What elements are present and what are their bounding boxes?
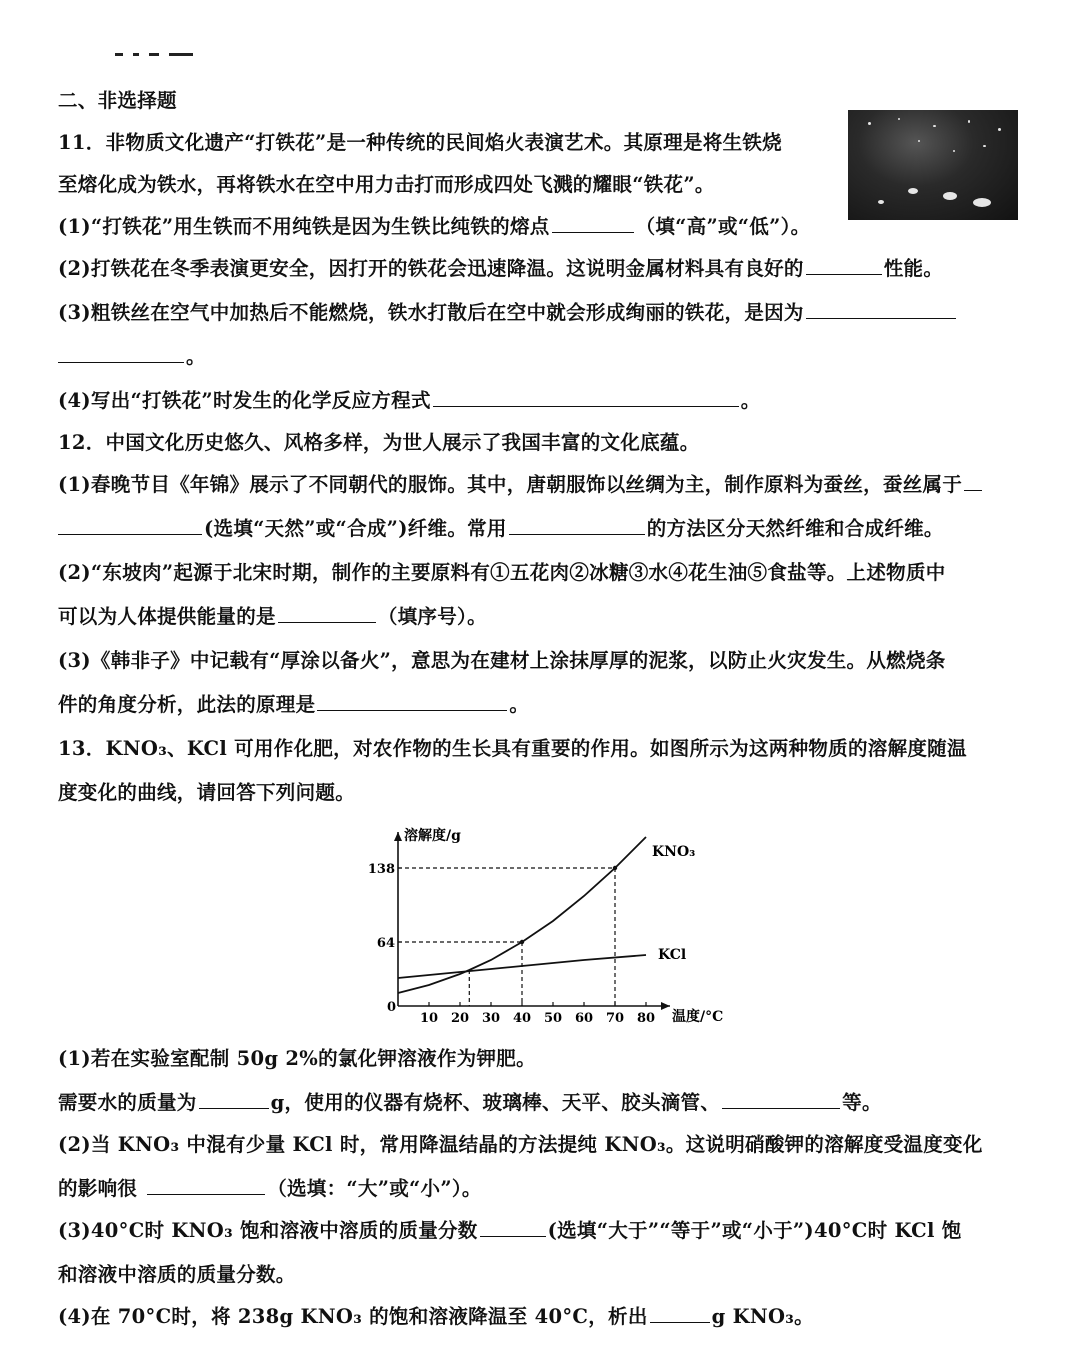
- answer-blank[interactable]: [433, 388, 739, 407]
- q11-part3: (3)粗铁丝在空气中加热后不能燃烧，铁水打散后在空中就会形成绚丽的铁花，是因为: [58, 300, 958, 326]
- x-tick-label: 10: [419, 1011, 439, 1026]
- q12-part1: (1)春晚节目《年锦》展示了不同朝代的服饰。其中，唐朝服饰以丝绸为主，制作原料为蚕丝，蚕丝属于: [58, 472, 984, 498]
- iron-flower-photo: [848, 110, 1018, 220]
- q12-part2: (2)“东坡肉”起源于北宋时期，制作的主要原料有①五花肉②冰糖③水④花生油⑤食盐等。上述物质中: [58, 561, 946, 584]
- kno3-curve: [398, 837, 646, 993]
- q13-part3-cont: 和溶液中溶质的质量分数。: [58, 1263, 296, 1286]
- top-scan-mark: [115, 44, 240, 50]
- q11-part4: (4)写出“打铁花”时发生的化学反应方程式 。: [58, 389, 761, 412]
- q11-stem-line1: 11．非物质文化遗产“打铁花”是一种传统的民间焰火表演艺术。其原理是将生铁烧: [58, 131, 782, 154]
- q12-part3-cont: 件的角度分析，此法的原理是 。: [58, 693, 530, 716]
- x-tick-label: 40: [512, 1011, 532, 1026]
- q13-part4: (4)在 70°C时，将 238g KNO₃ 的饱和溶液降温至 40°C，析出 g KNO₃。: [58, 1305, 814, 1328]
- q13-part1: (1)若在实验室配制 50g 2%的氯化钾溶液作为钾肥。: [58, 1047, 536, 1070]
- q11-part3-cont: 。: [58, 344, 206, 370]
- q12-stem: 12．中国文化历史悠久、风格多样，为世人展示了我国丰富的文化底蕴。: [58, 431, 700, 454]
- x-axis-label: 温度/°C: [672, 1009, 724, 1025]
- q12-part2-cont: 可以为人体提供能量的是 （填序号）。: [58, 605, 487, 628]
- kno3-curve-label: KNO₃: [652, 844, 696, 860]
- x-tick-label: 60: [574, 1011, 594, 1026]
- answer-blank[interactable]: [147, 1176, 265, 1195]
- answer-blank[interactable]: [806, 256, 882, 275]
- answer-blank[interactable]: [317, 692, 507, 711]
- x-tick-label: 50: [543, 1011, 563, 1026]
- x-tick-label: 30: [481, 1011, 501, 1026]
- y-tick-label: 138: [367, 862, 395, 877]
- solubility-chart: [360, 820, 740, 1030]
- answer-blank[interactable]: [722, 1090, 840, 1109]
- answer-blank[interactable]: [58, 344, 184, 363]
- y-axis-label: 溶解度/g: [404, 828, 461, 844]
- answer-blank[interactable]: [278, 604, 376, 623]
- x-tick-label: 20: [450, 1011, 470, 1026]
- q11-stem-line2: 至熔化成为铁水，再将铁水在空中用力击打而形成四处飞溅的耀眼“铁花”。: [58, 173, 715, 196]
- x-axis-arrow: [661, 1002, 670, 1010]
- q13-part2: (2)当 KNO₃ 中混有少量 KCl 时，常用降温结晶的方法提纯 KNO₃。这说明硝酸钾的溶解度受温度变化: [58, 1133, 983, 1156]
- x-tick-label: 70: [605, 1011, 625, 1026]
- q12-part1-cont: (选填“天然”或“合成”)纤维。常用 的方法区分天然纤维和合成纤维。: [58, 516, 944, 542]
- x-tick-label: 80: [636, 1011, 656, 1026]
- answer-blank[interactable]: [199, 1090, 269, 1109]
- q11-part1: (1)“打铁花”用生铁而不用纯铁是因为生铁比纯铁的熔点 （填“高”或“低”）。: [58, 215, 811, 238]
- answer-blank[interactable]: [650, 1304, 710, 1323]
- kcl-curve-label: KCl: [658, 947, 687, 963]
- answer-blank[interactable]: [552, 214, 634, 233]
- answer-blank[interactable]: [964, 472, 982, 491]
- q13-part1-cont: 需要水的质量为 g，使用的仪器有烧杯、玻璃棒、天平、胶头滴管、 等。: [58, 1091, 882, 1114]
- q11-part2: (2)打铁花在冬季表演更安全，因打开的铁花会迅速降温。这说明金属材料具有良好的 性能。: [58, 257, 944, 280]
- y-axis-arrow: [394, 832, 402, 841]
- data-point: [613, 866, 617, 870]
- data-point: [520, 940, 524, 944]
- answer-blank[interactable]: [480, 1218, 546, 1237]
- q13-stem-line1: 13．KNO₃、KCl 可用作化肥，对农作物的生长具有重要的作用。如图所示为这两种物质的溶解度随温: [58, 737, 967, 760]
- section-title: 二、非选择题: [58, 89, 177, 112]
- answer-blank[interactable]: [509, 516, 645, 535]
- q13-part3: (3)40°C时 KNO₃ 饱和溶液中溶质的质量分数 (选填“大于”“等于”或“小于”)40°C时 KCl 饱: [58, 1219, 962, 1242]
- q13-stem-line2: 度变化的曲线，请回答下列问题。: [58, 781, 356, 804]
- q12-part3: (3)《韩非子》中记载有“厚涂以备火”，意思为在建材上涂抹厚厚的泥浆，以防止火灾发生。从燃烧条: [58, 649, 946, 672]
- q13-part2-cont: 的影响很 （选填：“大”或“小”）。: [58, 1177, 482, 1200]
- answer-blank[interactable]: [58, 516, 202, 535]
- origin-label: 0: [387, 1000, 397, 1015]
- y-tick-label: 64: [376, 936, 395, 951]
- answer-blank[interactable]: [806, 300, 956, 319]
